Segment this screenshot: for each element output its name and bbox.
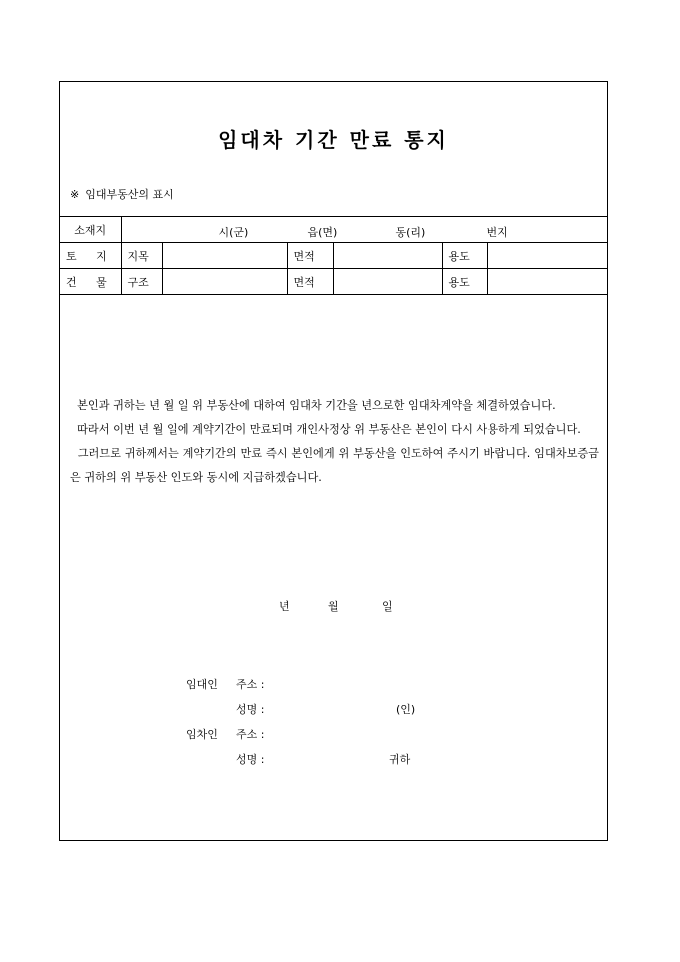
building-area-label: 면적 [287,269,333,295]
seal-mark: (인) [396,703,416,716]
lessee-label: 임차인 [186,728,218,741]
section-label-text: 임대부동산의 표시 [85,188,174,201]
lessee-address-label: 주소 : [236,728,265,741]
table-row-location [60,217,607,243]
land-label: 토 지 [60,243,121,269]
lessor-label: 임대인 [186,678,218,691]
location-si: 시(군) [218,226,249,239]
honorific: 귀하 [389,753,411,766]
body-paragraph-3: 그러므로 귀하께서는 계약기간의 만료 즉시 본인에게 위 부동산을 인도하여 주시기 바랍니다. 임대차보증금은 귀하의 위 부동산 인도와 동시에 지급하겠습니다. [70,447,599,484]
building-structure-label: 구조 [121,269,162,295]
location-address-cell [121,217,607,243]
building-label: 건 물 [60,269,121,295]
building-area-value [333,269,442,295]
location-eup: 읍(면) [307,226,338,239]
land-use-value [487,243,607,269]
date-month: 월 [328,600,339,613]
building-structure-value [162,269,287,295]
lessor-name-label: 성명 : [236,703,265,716]
lessee-name-label: 성명 : [236,753,265,766]
document-page [59,81,608,841]
land-area-label: 면적 [287,243,333,269]
location-dong: 동(리) [395,226,426,239]
table-row-building [60,269,607,295]
section-label [70,186,174,202]
date-day: 일 [382,600,393,613]
document-title: 임대차 기간 만료 통지 [218,128,449,152]
body-paragraph-1: 본인과 귀하는 년 월 일 위 부동산에 대하여 임대차 기간을 년으로한 임대차계약을 체결하였습니다. [77,399,556,412]
reference-mark-icon: ※ [70,188,80,201]
land-category-label: 지목 [121,243,162,269]
land-category-value [162,243,287,269]
date-year: 년 [279,600,290,613]
body-paragraph-2: 따라서 이번 년 월 일에 계약기간이 만료되며 개인사정상 위 부동산은 본인이 다시 사용하게 되었습니다. [77,423,581,436]
building-use-value [487,269,607,295]
notice-body [60,394,609,490]
land-area-value [333,243,442,269]
location-bunji: 번지 [486,226,508,239]
location-label: 소재지 [60,217,121,243]
building-use-label: 용도 [442,269,487,295]
lessor-address-label: 주소 : [236,678,265,691]
table-row-land [60,243,607,269]
land-use-label: 용도 [442,243,487,269]
property-table [60,216,607,295]
